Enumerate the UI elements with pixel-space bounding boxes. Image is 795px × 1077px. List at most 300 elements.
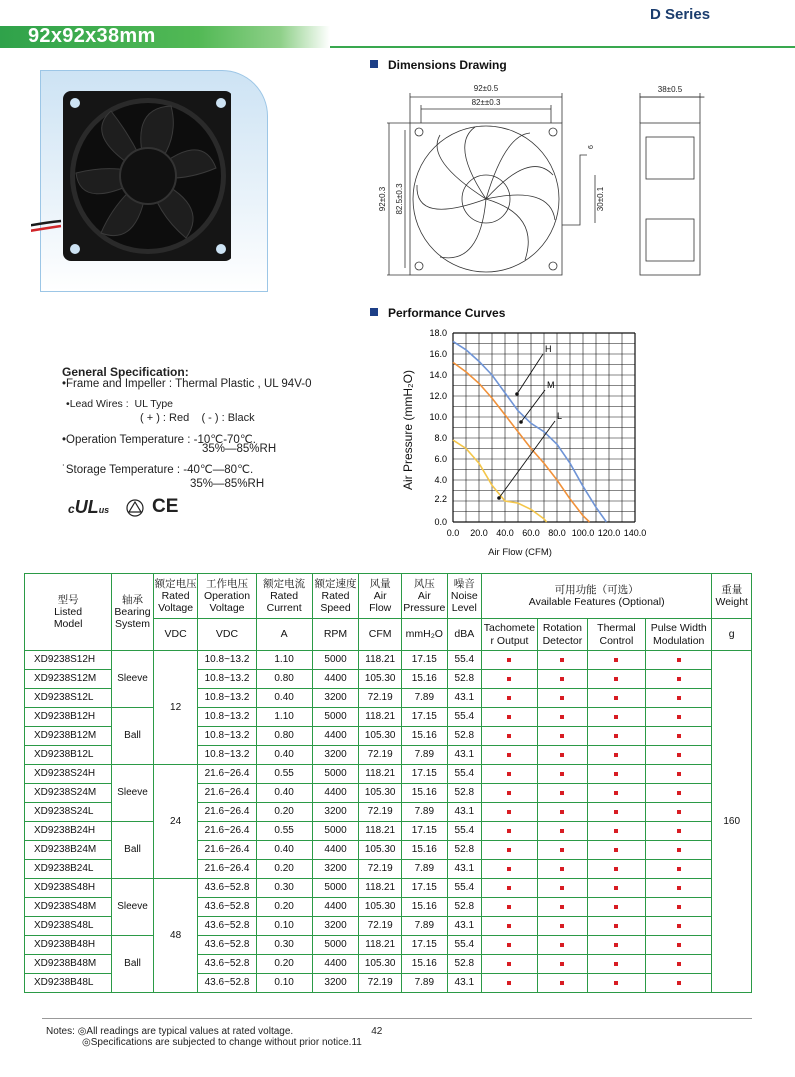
table-row	[25, 765, 752, 784]
feature-available-dot	[507, 810, 511, 814]
spec-op-temp: •Operation Temperature : -10℃-70℃.	[62, 434, 256, 446]
annotation-leader	[517, 354, 543, 394]
feature-cell	[538, 765, 588, 784]
th-op-voltage: 工作电压 Operation Voltage	[198, 574, 256, 619]
feature-available-dot	[507, 734, 511, 738]
feature-cell	[481, 841, 537, 860]
feature-cell	[587, 917, 645, 936]
pressure-cell: 7.89	[401, 803, 447, 822]
feature-cell	[646, 898, 712, 917]
ul-cert-logo: cULus	[68, 497, 110, 517]
feature-cell	[646, 708, 712, 727]
feature-cell	[646, 746, 712, 765]
table-row	[25, 822, 752, 841]
feature-cell	[481, 936, 537, 955]
feature-cell	[646, 670, 712, 689]
feature-cell	[646, 765, 712, 784]
feature-cell	[587, 879, 645, 898]
feature-available-dot	[614, 848, 618, 852]
current-cell: 0.10	[256, 917, 312, 936]
x-tick-label: 20.0	[470, 528, 488, 538]
th-rated-voltage: 额定电压 Rated Voltage	[153, 574, 198, 619]
pressure-cell: 17.15	[401, 651, 447, 670]
op-voltage-cell: 43.6~52.8	[198, 879, 256, 898]
unit-cell: VDC	[198, 619, 256, 651]
feature-cell	[587, 765, 645, 784]
feature-available-dot	[560, 829, 564, 833]
model-cell: XD9238S24L	[25, 803, 112, 822]
th-bearing: 轴承 Bearing System	[112, 574, 154, 651]
feature-available-dot	[507, 905, 511, 909]
airflow-cell: 72.19	[359, 860, 402, 879]
table-row	[25, 651, 752, 670]
annotation-leader	[499, 421, 555, 498]
rated-voltage-cell: 12	[153, 651, 198, 765]
noise-cell: 52.8	[447, 727, 481, 746]
pressure-cell: 7.89	[401, 689, 447, 708]
feature-cell	[481, 955, 537, 974]
airflow-cell: 118.21	[359, 822, 402, 841]
feature-available-dot	[677, 734, 681, 738]
feature-cell	[481, 879, 537, 898]
current-cell: 0.20	[256, 955, 312, 974]
feature-available-dot	[507, 962, 511, 966]
feature-available-dot	[507, 658, 511, 662]
model-cell: XD9238S12H	[25, 651, 112, 670]
feature-available-dot	[507, 677, 511, 681]
feature-cell	[538, 955, 588, 974]
table-row	[25, 936, 752, 955]
feature-cell	[587, 936, 645, 955]
feature-available-dot	[507, 943, 511, 947]
feature-cell	[587, 955, 645, 974]
pressure-cell: 15.16	[401, 727, 447, 746]
annotation-label: H	[545, 344, 552, 354]
model-cell: XD9238S48L	[25, 917, 112, 936]
airflow-cell: 118.21	[359, 708, 402, 727]
feature-available-dot	[677, 772, 681, 776]
x-tick-label: 40.0	[496, 528, 514, 538]
current-cell: 0.30	[256, 936, 312, 955]
feature-available-dot	[614, 772, 618, 776]
feature-available-dot	[677, 924, 681, 928]
annotation-arrowhead	[497, 496, 501, 500]
current-cell: 0.80	[256, 727, 312, 746]
model-cell: XD9238S12M	[25, 670, 112, 689]
feature-available-dot	[560, 810, 564, 814]
op-voltage-cell: 43.6~52.8	[198, 898, 256, 917]
feature-cell	[538, 879, 588, 898]
speed-cell: 4400	[312, 670, 359, 689]
pressure-cell: 15.16	[401, 670, 447, 689]
notes-label: Notes:	[46, 1026, 75, 1037]
unit-cell: A	[256, 619, 312, 651]
series-line-M	[453, 362, 590, 522]
pressure-cell: 15.16	[401, 841, 447, 860]
unit-cell: g	[712, 619, 752, 651]
feature-cell	[646, 822, 712, 841]
feature-cell	[538, 689, 588, 708]
rated-voltage-cell: 24	[153, 765, 198, 879]
airflow-cell: 118.21	[359, 651, 402, 670]
feature-available-dot	[677, 886, 681, 890]
th-speed: 额定速度 Rated Speed	[312, 574, 359, 619]
feature-col-header: Rotation Detector	[538, 619, 588, 651]
op-voltage-cell: 21.6~26.4	[198, 803, 256, 822]
unit-cell: mmH₂O	[401, 619, 447, 651]
pressure-cell: 17.15	[401, 936, 447, 955]
feature-available-dot	[614, 867, 618, 871]
feature-available-dot	[614, 791, 618, 795]
performance-chart	[395, 322, 660, 560]
feature-cell	[646, 803, 712, 822]
pressure-cell: 17.15	[401, 822, 447, 841]
spec-lead-label: Lead Wires :	[69, 398, 129, 410]
feature-available-dot	[614, 696, 618, 700]
spec-lead-pos: ( + ) : Red	[140, 412, 190, 424]
feature-cell	[481, 708, 537, 727]
feature-available-dot	[677, 962, 681, 966]
y-tick-label: 12.0	[429, 391, 447, 401]
airflow-cell: 72.19	[359, 917, 402, 936]
op-voltage-cell: 10.8~13.2	[198, 670, 256, 689]
op-voltage-cell: 10.8~13.2	[198, 727, 256, 746]
annotation-arrowhead	[519, 420, 523, 424]
pressure-cell: 15.16	[401, 955, 447, 974]
model-cell: XD9238B24H	[25, 822, 112, 841]
feature-cell	[481, 651, 537, 670]
feature-available-dot	[560, 677, 564, 681]
model-cell: XD9238B48H	[25, 936, 112, 955]
feature-cell	[646, 860, 712, 879]
ul-cert-c: c	[68, 502, 75, 516]
dimensions-drawing	[355, 75, 705, 290]
current-cell: 0.30	[256, 879, 312, 898]
feature-available-dot	[677, 848, 681, 852]
th-pressure: 风压 Air Pressure	[401, 574, 447, 619]
feature-cell	[538, 974, 588, 993]
feature-cell	[646, 936, 712, 955]
feature-cell	[587, 841, 645, 860]
y-tick-label: 16.0	[429, 349, 447, 359]
current-cell: 0.10	[256, 974, 312, 993]
speed-cell: 5000	[312, 879, 359, 898]
feature-available-dot	[507, 924, 511, 928]
y-tick-label: 4.0	[434, 475, 447, 485]
bearing-cell: Sleeve	[112, 879, 154, 936]
rated-voltage-cell: 48	[153, 879, 198, 993]
page-number: 42	[371, 1026, 383, 1037]
feature-available-dot	[507, 696, 511, 700]
feature-available-dot	[614, 715, 618, 719]
airflow-cell: 105.30	[359, 670, 402, 689]
model-cell: XD9238B48M	[25, 955, 112, 974]
x-tick-label: 60.0	[522, 528, 540, 538]
model-cell: XD9238S24M	[25, 784, 112, 803]
spec-op-rh: 35%—85%RH	[202, 443, 277, 455]
spec-lead: •Lead Wires : UL Type	[66, 398, 174, 410]
current-cell: 0.40	[256, 689, 312, 708]
current-cell: 0.55	[256, 765, 312, 784]
current-cell: 0.20	[256, 803, 312, 822]
spec-op-temp-text: Operation Temperature : -10℃-70℃.	[66, 434, 256, 446]
feature-available-dot	[507, 829, 511, 833]
noise-cell: 43.1	[447, 746, 481, 765]
airflow-cell: 105.30	[359, 898, 402, 917]
feature-cell	[538, 803, 588, 822]
y-tick-label: 2.2	[434, 493, 447, 504]
feature-cell	[646, 955, 712, 974]
noise-cell: 55.4	[447, 651, 481, 670]
noise-cell: 43.1	[447, 803, 481, 822]
dim-hub: 30±0.1	[596, 186, 605, 212]
feature-available-dot	[677, 867, 681, 871]
note-1: ◎All readings are typical values at rated voltage.	[77, 1026, 294, 1037]
feature-cell	[481, 803, 537, 822]
feature-cell	[646, 974, 712, 993]
noise-cell: 55.4	[447, 822, 481, 841]
annotation-label: M	[547, 380, 555, 390]
feature-available-dot	[677, 658, 681, 662]
speed-cell: 3200	[312, 689, 359, 708]
pressure-cell: 7.89	[401, 917, 447, 936]
airflow-cell: 118.21	[359, 879, 402, 898]
feature-cell	[646, 727, 712, 746]
bearing-cell: Ball	[112, 708, 154, 765]
feature-available-dot	[614, 829, 618, 833]
feature-cell	[646, 917, 712, 936]
feature-cell	[646, 841, 712, 860]
feature-cell	[646, 651, 712, 670]
noise-cell: 52.8	[447, 898, 481, 917]
noise-cell: 52.8	[447, 955, 481, 974]
model-cell: XD9238S48H	[25, 879, 112, 898]
feature-available-dot	[560, 848, 564, 852]
feature-available-dot	[614, 943, 618, 947]
feature-col-header: Thermal Control	[587, 619, 645, 651]
th-noise: 噪音 Noise Level	[447, 574, 481, 619]
airflow-cell: 72.19	[359, 746, 402, 765]
chart-grid	[453, 333, 635, 522]
feature-available-dot	[507, 867, 511, 871]
noise-cell: 55.4	[447, 879, 481, 898]
spec-st-rh: 35%—85%RH	[190, 478, 265, 490]
op-voltage-cell: 10.8~13.2	[198, 746, 256, 765]
airflow-cell: 105.30	[359, 784, 402, 803]
model-cell: XD9238S12L	[25, 689, 112, 708]
feature-cell	[538, 822, 588, 841]
feature-available-dot	[614, 677, 618, 681]
noise-cell: 52.8	[447, 670, 481, 689]
model-cell: XD9238B12L	[25, 746, 112, 765]
feature-available-dot	[677, 905, 681, 909]
noise-cell: 43.1	[447, 917, 481, 936]
performance-heading	[370, 306, 505, 320]
feature-cell	[538, 898, 588, 917]
feature-cell	[587, 898, 645, 917]
dim-height-outer: 92±0.3	[378, 186, 387, 212]
feature-cell	[646, 689, 712, 708]
feature-available-dot	[614, 810, 618, 814]
feature-cell	[481, 727, 537, 746]
th-airflow: 风量 Air Flow	[359, 574, 402, 619]
feature-available-dot	[560, 981, 564, 985]
header-divider	[330, 46, 795, 48]
airflow-cell: 72.19	[359, 803, 402, 822]
footer-divider	[42, 1018, 752, 1019]
airflow-cell: 118.21	[359, 765, 402, 784]
feature-available-dot	[507, 848, 511, 852]
page-title: 92x92x38mm	[28, 25, 156, 47]
chart-y-ticks	[429, 328, 447, 527]
speed-cell: 3200	[312, 746, 359, 765]
pressure-cell: 17.15	[401, 765, 447, 784]
feature-cell	[587, 689, 645, 708]
feature-available-dot	[507, 772, 511, 776]
recycle-triangle-icon	[124, 499, 146, 520]
model-cell: XD9238S24H	[25, 765, 112, 784]
ul-cert-us: us	[98, 505, 110, 515]
feature-cell	[538, 727, 588, 746]
spec-lead-neg: ( - ) : Black	[201, 412, 255, 424]
feature-cell	[587, 784, 645, 803]
current-cell: 0.20	[256, 860, 312, 879]
op-voltage-cell: 10.8~13.2	[198, 708, 256, 727]
airflow-cell: 72.19	[359, 689, 402, 708]
current-cell: 0.40	[256, 841, 312, 860]
feature-cell	[481, 765, 537, 784]
speed-cell: 4400	[312, 784, 359, 803]
spec-lead-colors	[140, 412, 255, 424]
pressure-cell: 17.15	[401, 708, 447, 727]
unit-cell: RPM	[312, 619, 359, 651]
annotation-label: L	[557, 411, 563, 421]
feature-available-dot	[614, 886, 618, 890]
feature-available-dot	[560, 753, 564, 757]
feature-col-header: Pulse Width Modulation	[646, 619, 712, 651]
speed-cell: 3200	[312, 917, 359, 936]
noise-cell: 55.4	[447, 765, 481, 784]
current-cell: 0.40	[256, 784, 312, 803]
speed-cell: 4400	[312, 898, 359, 917]
bearing-cell: Ball	[112, 936, 154, 993]
y-tick-label: 14.0	[429, 370, 447, 380]
feature-available-dot	[677, 715, 681, 719]
speed-cell: 3200	[312, 803, 359, 822]
feature-available-dot	[507, 715, 511, 719]
th-features: 可用功能（可选） Available Features (Optional)	[481, 574, 712, 619]
airflow-cell: 72.19	[359, 974, 402, 993]
feature-cell	[481, 670, 537, 689]
feature-available-dot	[560, 962, 564, 966]
chart-x-label: Air Flow (CFM)	[488, 547, 552, 558]
bearing-cell: Sleeve	[112, 765, 154, 822]
feature-available-dot	[677, 943, 681, 947]
feature-available-dot	[507, 753, 511, 757]
note-2: ◎Specifications are subjected to change without prior notice.	[82, 1037, 352, 1048]
feature-cell	[587, 822, 645, 841]
feature-available-dot	[560, 791, 564, 795]
feature-col-header: Tachomete r Output	[481, 619, 537, 651]
feature-available-dot	[560, 696, 564, 700]
noise-cell: 52.8	[447, 841, 481, 860]
product-photo-panel	[40, 70, 268, 292]
specification-table	[24, 573, 752, 993]
feature-cell	[538, 784, 588, 803]
x-tick-label: 120.0	[597, 528, 621, 538]
feature-available-dot	[677, 696, 681, 700]
pressure-cell: 15.16	[401, 898, 447, 917]
spec-frame: •Frame and Impeller : Thermal Plastic , UL 94V-0	[62, 378, 312, 390]
chart-y-label: Air Pressure (mmH₂O)	[401, 370, 415, 490]
op-voltage-cell: 10.8~13.2	[198, 651, 256, 670]
feature-available-dot	[614, 753, 618, 757]
feature-cell	[538, 670, 588, 689]
feature-cell	[481, 860, 537, 879]
feature-cell	[587, 974, 645, 993]
y-tick-label: 18.0	[429, 328, 447, 338]
dim-height-hole: 82.5±0.3	[395, 183, 404, 215]
bearing-cell: Ball	[112, 822, 154, 879]
op-voltage-cell: 10.8~13.2	[198, 689, 256, 708]
feature-cell	[481, 746, 537, 765]
table-row	[25, 708, 752, 727]
feature-cell	[587, 727, 645, 746]
model-cell: XD9238B24L	[25, 860, 112, 879]
ce-mark: CE	[152, 496, 179, 517]
speed-cell: 5000	[312, 936, 359, 955]
series-label: D Series	[650, 6, 711, 23]
feature-cell	[587, 746, 645, 765]
op-voltage-cell: 21.6~26.4	[198, 841, 256, 860]
x-tick-label: 0.0	[446, 528, 460, 538]
x-tick-label: 140.0	[623, 528, 647, 538]
feature-available-dot	[560, 943, 564, 947]
feature-cell	[481, 822, 537, 841]
feature-available-dot	[560, 886, 564, 890]
feature-available-dot	[677, 829, 681, 833]
noise-cell: 43.1	[447, 689, 481, 708]
y-tick-label: 8.0	[434, 433, 447, 443]
spec-heading: General Specification:	[62, 365, 189, 379]
chart-x-ticks	[447, 528, 647, 538]
unit-cell: CFM	[359, 619, 402, 651]
x-tick-label: 80.0	[548, 528, 566, 538]
feature-available-dot	[677, 810, 681, 814]
current-cell: 0.80	[256, 670, 312, 689]
feature-available-dot	[560, 715, 564, 719]
op-voltage-cell: 21.6~26.4	[198, 784, 256, 803]
feature-available-dot	[560, 905, 564, 909]
feature-cell	[538, 746, 588, 765]
feature-cell	[481, 917, 537, 936]
speed-cell: 4400	[312, 841, 359, 860]
op-voltage-cell: 43.6~52.8	[198, 917, 256, 936]
dim-width-outer: 92±0.5	[473, 84, 499, 93]
pressure-cell: 7.89	[401, 746, 447, 765]
feature-cell	[538, 860, 588, 879]
feature-cell	[587, 860, 645, 879]
feature-available-dot	[507, 981, 511, 985]
op-voltage-cell: 21.6~26.4	[198, 822, 256, 841]
feature-available-dot	[614, 734, 618, 738]
current-cell: 0.20	[256, 898, 312, 917]
feature-available-dot	[560, 867, 564, 871]
airflow-cell: 105.30	[359, 955, 402, 974]
dim-small: 6	[588, 145, 595, 149]
unit-cell: VDC	[153, 619, 198, 651]
series-line-H	[453, 341, 606, 522]
